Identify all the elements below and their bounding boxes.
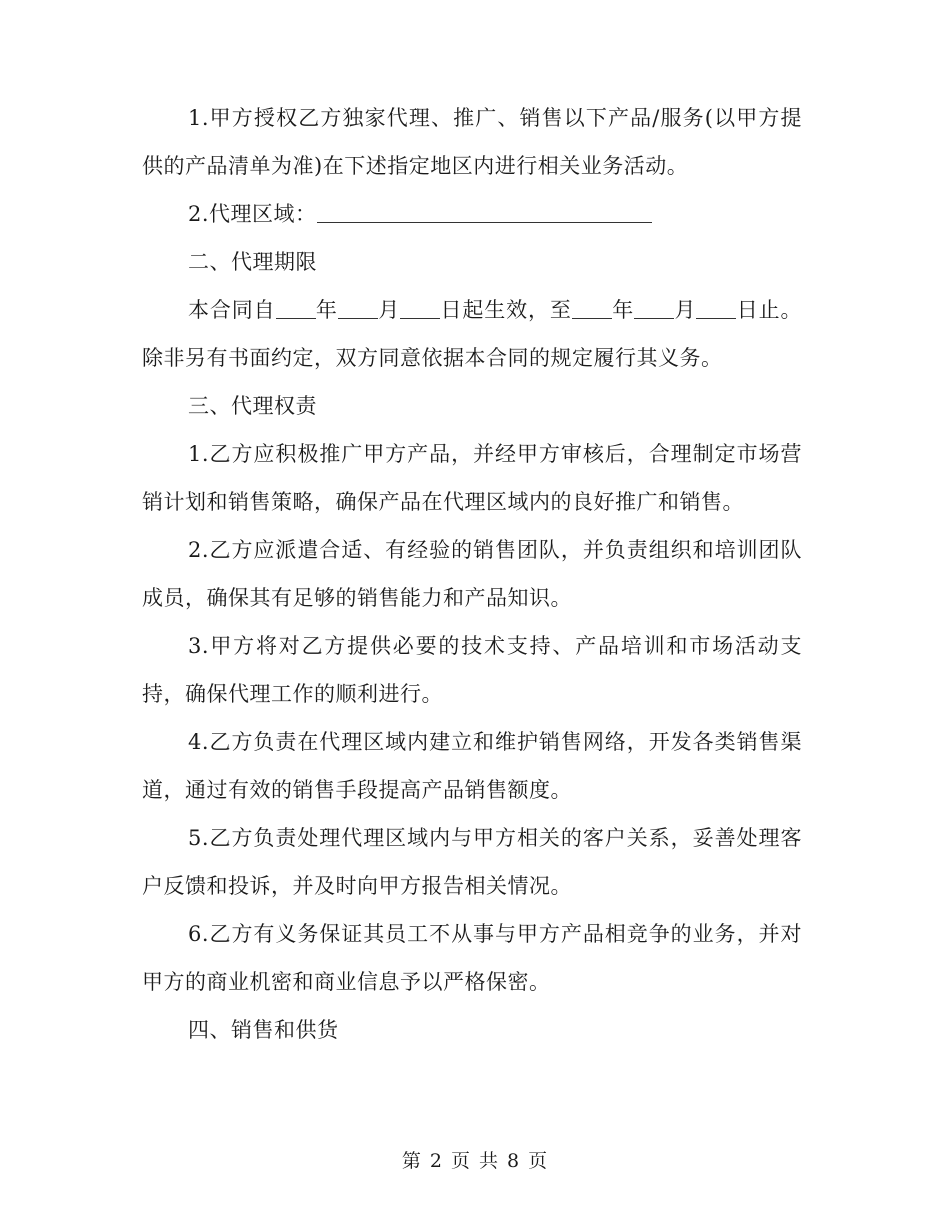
section-heading-3: 三、代理权责 xyxy=(188,394,317,418)
page-footer xyxy=(0,1146,950,1173)
footer-di: 第 xyxy=(401,1150,422,1172)
term-paragraph xyxy=(142,286,802,382)
term-month2-label: 月 xyxy=(674,298,697,322)
term-year-label: 年 xyxy=(315,298,338,322)
clause-3-2: 2.乙方应派遣合适、有经验的销售团队，并负责组织和培训团队成员，确保其有足够的销售能力和产品知识。 xyxy=(142,538,802,610)
term-year2-label: 年 xyxy=(611,298,635,322)
clause-1-2 xyxy=(142,190,802,238)
start-year-blank xyxy=(276,298,316,319)
end-day-blank xyxy=(696,298,736,319)
document-body xyxy=(142,94,802,1054)
agency-region-blank xyxy=(317,202,652,223)
section-heading-4: 四、销售和供货 xyxy=(188,1018,339,1042)
term-day-label: 日起生效，至 xyxy=(440,298,572,322)
start-day-blank xyxy=(400,298,440,319)
footer-ye: 页 xyxy=(450,1150,471,1172)
term-month-label: 月 xyxy=(377,298,401,322)
clause-1-1: 1.甲方授权乙方独家代理、推广、销售以下产品/服务(以甲方提供的产品清单为准)在下述指定地区内进行相关业务活动。 xyxy=(142,106,802,178)
clause-3-4: 4.乙方负责在代理区域内建立和维护销售网络，开发各类销售渠道，通过有效的销售手段提高产品销售额度。 xyxy=(142,730,802,802)
start-month-blank xyxy=(338,298,378,319)
end-month-blank xyxy=(634,298,674,319)
footer-ye2: 页 xyxy=(528,1150,549,1172)
clause-3-6: 6.乙方有义务保证其员工不从事与甲方产品相竞争的业务，并对甲方的商业机密和商业信息予以严格保密。 xyxy=(142,922,802,994)
footer-gong: 共 xyxy=(479,1150,500,1172)
agency-region-label: 2.代理区域： xyxy=(188,202,317,226)
end-year-blank xyxy=(572,298,612,319)
clause-3-5: 5.乙方负责处理代理区域内与甲方相关的客户关系，妥善处理客户反馈和投诉，并及时向甲方报告相关情况。 xyxy=(142,826,802,898)
term-text-start: 本合同自 xyxy=(188,298,276,322)
term-text-end: 日止。除非另有书面约定，双方同意依据本合同的规定履行其义务。 xyxy=(142,298,803,370)
clause-3-3: 3.甲方将对乙方提供必要的技术支持、产品培训和市场活动支持，确保代理工作的顺利进行。 xyxy=(142,634,802,706)
current-page-number: 2 xyxy=(429,1150,443,1172)
total-page-number: 8 xyxy=(507,1150,521,1172)
section-heading-2: 二、代理期限 xyxy=(188,250,317,274)
clause-3-1: 1.乙方应积极推广甲方产品，并经甲方审核后，合理制定市场营销计划和销售策略，确保产品在代理区域内的良好推广和销售。 xyxy=(142,442,802,514)
